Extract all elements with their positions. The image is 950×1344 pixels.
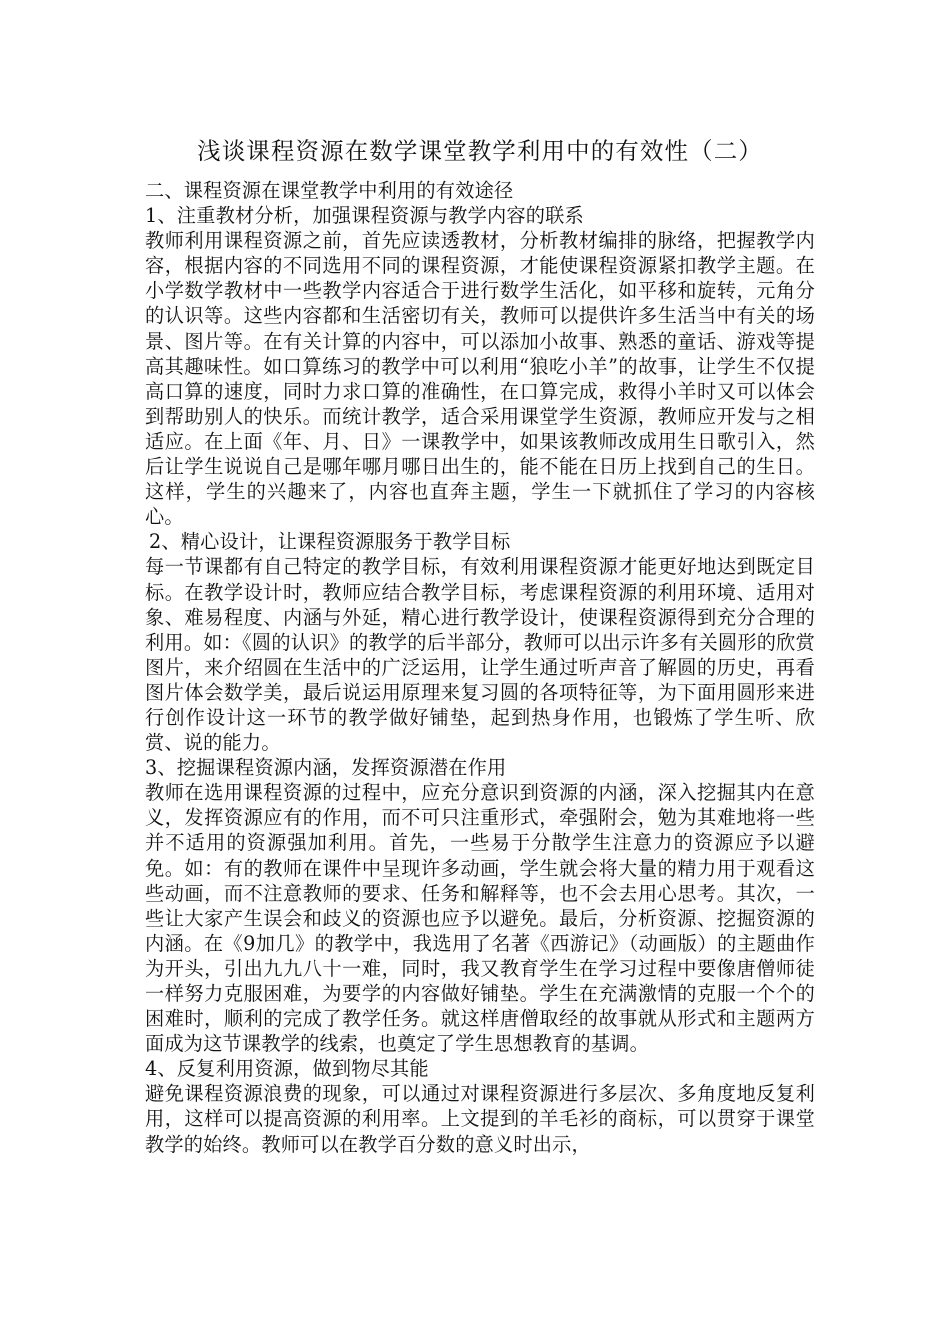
section-heading: 二、课程资源在课堂教学中利用的有效途径 [145,179,514,202]
document-title: 浅谈课程资源在数学课堂教学利用中的有效性（二） [197,137,763,165]
item-body-4: 避免课程资源浪费的现象，可以通过对课程资源进行多层次、多角度地反复利用，这样可以提高资源的利用率。上文提到的羊毛衫的商标，可以贯穿于课堂教学的始终。教师可以在教学百分数的意义时出示， [145,1082,815,1156]
item-body-2: 每一节课都有自己特定的教学目标，有效利用课程资源才能更好地达到既定目标。在教学设计时，教师应结合教学目标，考虑课程资源的利用环境、适用对象、难易程度、内涵与外延，精心进行教学设计，使课程资源得到充分合理的利用。如：《圆的认识》的教学的后半部分，教师可以出示许多有关圆形的欣赏图片，来介绍圆在生活中的广泛运用，让学生通过听声音了解圆的历史，再看图片体会数学美，最后说运用原理来复习圆的各项特征等，为下面用圆形来进行创作设计这一环节的教学做好铺垫，起到热身作用，也锻炼了学生听、欣赏、说的能力。 [145,555,815,755]
item-heading-3: 3、挖掘课程资源内涵，发挥资源潜在作用 [145,756,507,780]
item-heading-4: 4、反复利用资源，做到物尽其能 [145,1057,429,1081]
item-heading-2: 2、精心设计，让课程资源服务于教学目标 [149,530,511,554]
document-page [145,130,815,1157]
item-body-1: 教师利用课程资源之前，首先应读透教材，分析教材编排的脉络，把握教学内容，根据内容的不同选用不同的课程资源，才能使课程资源紧扣教学主题。在小学数学教材中一些教学内容适合于进行数学生活化，如平移和旋转，元角分的认识等。这些内容都和生活密切有关，教师可以提供许多生活当中有关的场景、图片等。在有关计算的内容中，可以添加小故事、熟悉的童话、游戏等提高其趣味性。如口算练习的教学中可以利用“狼吃小羊”的故事，让学生不仅提高口算的速度，同时力求口算的准确性，在口算完成，救得小羊时又可以体会到帮助别人的快乐。而统计教学，适合采用课堂学生资源，教师应开发与之相适应。在上面《年、月、日》一课教学中，如果该教师改成用生日歌引入，然后让学生说说自己是哪年哪月哪日出生的，能不能在日历上找到自己的生日。这样，学生的兴趣来了，内容也直奔主题，学生一下就抓住了学习的内容核心。 [145,229,815,529]
item-heading-1: 1、注重教材分析，加强课程资源与教学内容的联系 [145,204,584,228]
item-body-3: 教师在选用课程资源的过程中，应充分意识到资源的内涵，深入挖掘其内在意义，发挥资源应有的作用，而不可只注重形式，牵强附会，勉为其难地将一些并不适用的资源强加利用。首先，一些易于分散学生注意力的资源应予以避免。如：有的教师在课件中呈现许多动画，学生就会将大量的精力用于观看这些动画，而不注意教师的要求、任务和解释等，也不会去用心思考。其次，一些让大家产生误会和歧义的资源也应予以避免。最后，分析资源、挖掘资源的内涵。在《9加几》的教学中，我选用了名著《西游记》（动画版）的主题曲作为开头，引出九九八十一难，同时，我又教育学生在学习过程中要像唐僧师徒一样努力克服困难，为要学的内容做好铺垫。学生在充满激情的克服一个个的困难时，顺利的完成了教学任务。就这样唐僧取经的故事就从形式和主题两方面成为这节课教学的线索，也奠定了学生思想教育的基调。 [145,781,815,1056]
